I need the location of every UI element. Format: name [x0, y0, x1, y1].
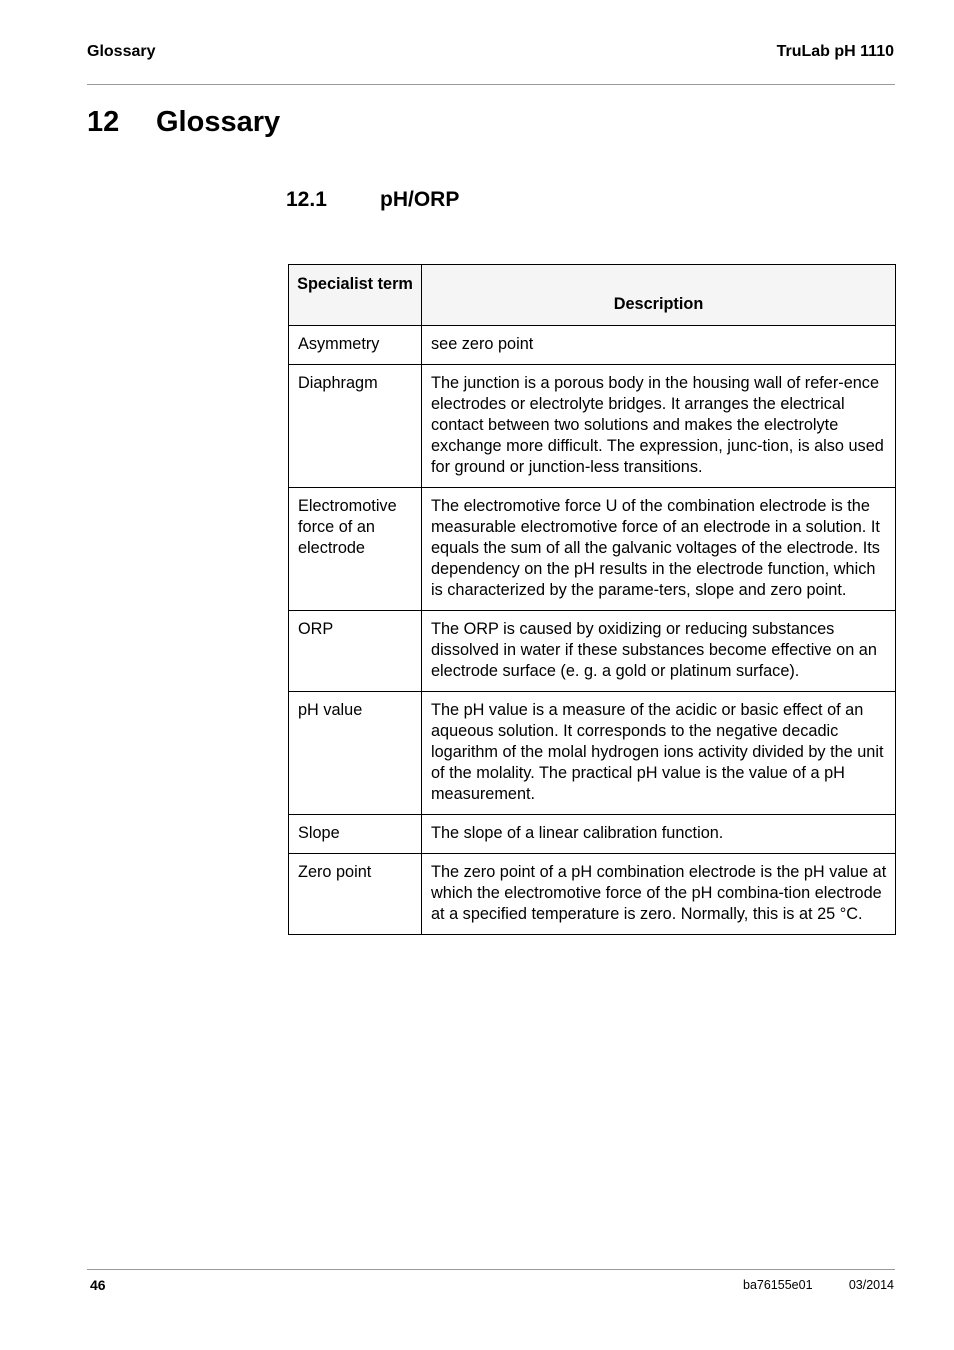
description-cell: The junction is a porous body in the housing wall of refer-ence electrodes or electrolyte bridges. It arranges the electrical contact between two solutions and makes the electrolyte exchange more difficult. The expression, junc-tion, is also used for ground or junction-less transitions.	[422, 365, 896, 488]
term-cell: Slope	[289, 815, 422, 854]
description-cell: The pH value is a measure of the acidic or basic effect of an aqueous solution. It corresponds to the negative decadic logarithm of the molal hydrogen ions activity divided by the unit of the molality. The practical pH value is the value of a pH measurement.	[422, 692, 896, 815]
chapter-number: 12	[87, 106, 120, 138]
footer-divider	[87, 1269, 895, 1270]
glossary-table	[288, 264, 896, 935]
document-date: 03/2014	[848, 1278, 894, 1292]
term-cell: pH value	[289, 692, 422, 815]
running-header-section: Glossary	[87, 43, 156, 60]
table-row	[289, 326, 896, 365]
table-row	[289, 365, 896, 488]
term-cell: Zero point	[289, 854, 422, 935]
section-heading	[286, 188, 459, 212]
header-divider	[87, 84, 895, 85]
column-header-description: Description	[422, 265, 896, 326]
table-header-row	[289, 265, 896, 326]
term-cell: Asymmetry	[289, 326, 422, 365]
description-cell: see zero point	[422, 326, 896, 365]
table-row	[289, 488, 896, 611]
table-row	[289, 692, 896, 815]
document-id: ba76155e01	[743, 1278, 813, 1292]
description-cell: The ORP is caused by oxidizing or reducing substances dissolved in water if these substances become effective on an electrode surface (e. g. a gold or platinum surface).	[422, 611, 896, 692]
column-header-term: Specialist term	[289, 265, 422, 326]
table-row	[289, 854, 896, 935]
page-number: 46	[90, 1277, 106, 1293]
description-cell: The electromotive force U of the combination electrode is the measurable electromotive force of an electrode in a solution. It equals the sum of all the galvanic voltages of the electrode. Its dependency on the pH results in the electrode function, which is characterized by the parame-ters, slope and zero point.	[422, 488, 896, 611]
section-number: 12.1	[286, 188, 327, 211]
chapter-title: Glossary	[156, 106, 281, 138]
chapter-heading	[87, 106, 280, 139]
running-header-product: TruLab pH 1110	[776, 43, 894, 60]
term-cell: Diaphragm	[289, 365, 422, 488]
description-cell: The slope of a linear calibration function.	[422, 815, 896, 854]
description-cell: The zero point of a pH combination electrode is the pH value at which the electromotive force of the pH combina-tion electrode at a specified temperature is zero. Normally, this is at 25 °C.	[422, 854, 896, 935]
table-row	[289, 815, 896, 854]
section-title: pH/ORP	[380, 188, 460, 211]
term-cell: ORP	[289, 611, 422, 692]
term-cell: Electromotive force of an electrode	[289, 488, 422, 611]
table-row	[289, 611, 896, 692]
